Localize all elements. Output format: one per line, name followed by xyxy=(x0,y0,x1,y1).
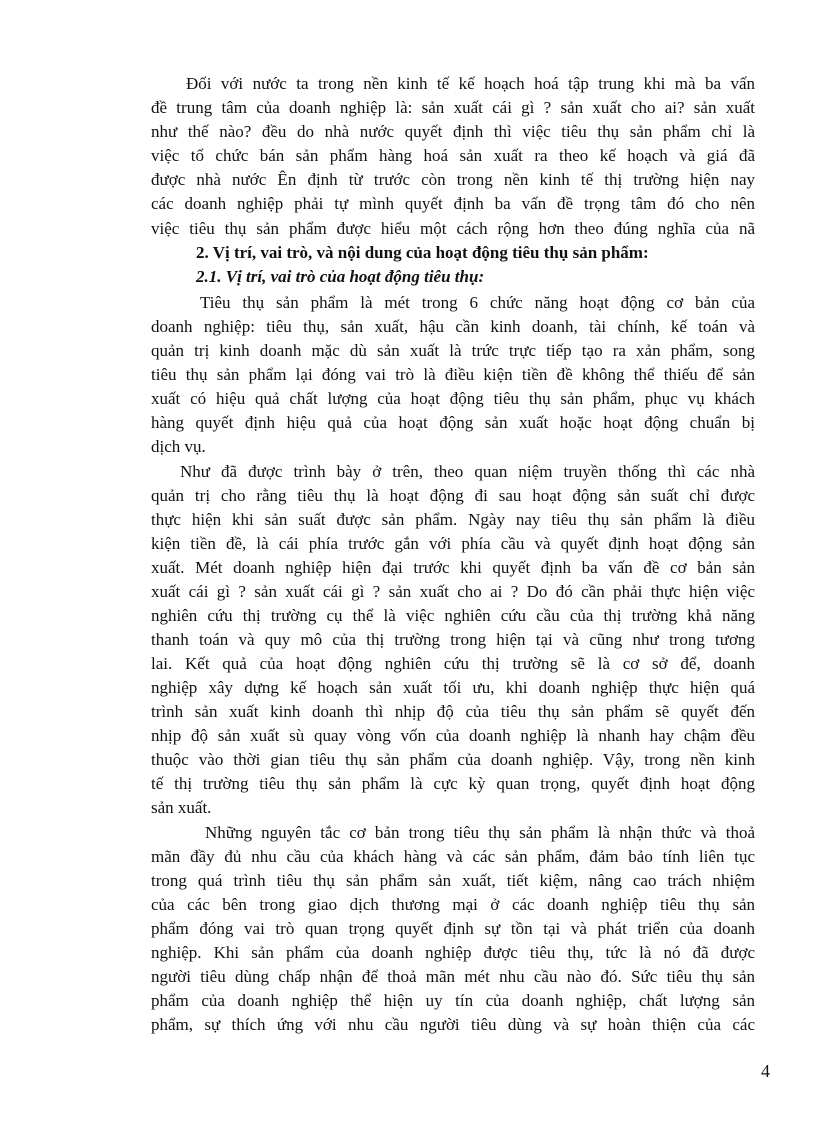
text-line: thực hiện khi sản suất được sản phẩm. Ngày nay tiêu thụ sản phẩm là điều xyxy=(151,510,755,529)
text-line: nhịp độ sản xuất sù quay vòng vốn của doanh nghiệp là nhanh hay chậm đều xyxy=(151,726,755,745)
text-line: nghiệp xây dựng kế hoạch sản xuất tối ưu, khi doanh nghiệp thực hiện quá xyxy=(151,678,755,697)
page-number: 4 xyxy=(761,1061,770,1081)
text-line: các doanh nghiệp phải tự mình quyết định ba vấn đề trọng tâm đó cho nên xyxy=(151,194,755,213)
text-line: như thế nào? đều do nhà nước quyết định thì việc tiêu thụ sản phẩm chỉ là xyxy=(151,122,755,141)
text-line: doanh nghiệp: tiêu thụ, sản xuất, hậu cần kinh doanh, tài chính, kế toán và xyxy=(151,317,755,336)
text-line: người tiêu dùng chấp nhận để thoả mãn mét nhu cầu nào đó. Sức tiêu thụ sản xyxy=(151,967,755,986)
text-line: hàng quyết định hiệu quả của hoạt động sản xuất hoặc hoạt động chuẩn bị xyxy=(151,413,755,432)
text-line: trong quá trình tiêu thụ sản phẩm sản xuất, tiết kiệm, nâng cao trách nhiệm xyxy=(151,871,755,890)
text-line: quản trị cho rằng tiêu thụ là hoạt động đi sau hoạt động sản suất chỉ được xyxy=(151,486,755,505)
text-line: xuất có hiệu quả chất lượng của hoạt động tiêu thụ sản phẩm, phục vụ khách xyxy=(151,389,755,408)
text-line: việc tiêu thụ sản phẩm được hiểu một cách rộng hơn theo đúng nghĩa của nã xyxy=(151,219,755,238)
text-line: phẩm, sự thích ứng với nhu cầu người tiêu dùng và sự hoàn thiện của các xyxy=(151,1015,755,1034)
text-line: nghiên cứu thị trường cụ thể là việc nghiên cứu cầu của thị trường khả năng xyxy=(151,606,755,625)
text-line: Tiêu thụ sản phẩm là mét trong 6 chức năng hoạt động cơ bản của xyxy=(200,293,755,312)
text-line: thuộc vào thời gian tiêu thụ sản phẩm của doanh nghiệp. Vậy, trong nền kinh xyxy=(151,750,755,769)
text-line: sản xuất. xyxy=(151,798,212,817)
text-line: Những nguyên tắc cơ bản trong tiêu thụ sản phẩm là nhận thức và thoả xyxy=(205,823,755,842)
text-line: thanh toán và quy mô của thị trường trong hiện tại và cũng như trong tương xyxy=(151,630,755,649)
text-line: trình sản xuất kinh doanh thì nhịp độ của tiêu thụ sản phẩm sẽ quyết đến xyxy=(151,702,755,721)
text-line: kiện tiền đề, là cái phía trước gắn với phía cầu và quyết định hoạt động sản xyxy=(151,534,755,553)
subsection-heading: 2.1. Vị trí, vai trò của hoạt động tiêu thụ: xyxy=(196,267,485,286)
text-line: Đối với nước ta trong nền kinh tế kế hoạch hoá tập trung khi mà ba vấn xyxy=(186,74,755,93)
text-line: việc tổ chức bán sản phẩm hàng hoá sản xuất ra theo kế hoạch và giá đã xyxy=(151,146,755,165)
text-line: nghiệp. Khi sản phẩm của doanh nghiệp được tiêu thụ, tức là nó đã được xyxy=(151,943,755,962)
text-line: đề trung tâm của doanh nghiệp là: sản xuất cái gì ? sản xuất cho ai? sản xuất xyxy=(151,98,755,117)
text-line: tế thị trường tiêu thụ sản phẩm là cực kỳ quan trọng, quyết định hoạt động xyxy=(151,774,755,793)
text-line: mãn đầy đủ nhu cầu của khách hàng và các sản phẩm, đảm bảo tính liên tục xyxy=(151,847,755,866)
section-heading: 2. Vị trí, vai trò, và nội dung của hoạt động tiêu thụ sản phẩm: xyxy=(196,243,649,262)
text-line: tiêu thụ sản phẩm lại đóng vai trò là điều kiện tiền đề không thể thiếu để sản xyxy=(151,365,755,384)
text-line: xuất. Mét doanh nghiệp hiện đại trước khi quyết định ba vấn đề cơ bản sản xyxy=(151,558,755,577)
text-line: dịch vụ. xyxy=(151,437,206,456)
text-line: Như đã được trình bày ở trên, theo quan niệm truyền thống thì các nhà xyxy=(180,462,755,481)
text-line: của các bên trong giao dịch thương mại ở các doanh nghiệp tiêu thụ sản xyxy=(151,895,755,914)
text-line: phẩm đóng vai trò quan trọng quyết định sự tồn tại và phát triển của doanh xyxy=(151,919,755,938)
text-line: được nhà nước Ên định từ trước còn trong nền kinh tế thị trường hiện nay xyxy=(151,170,755,189)
text-line: xuất cái gì ? sản xuất cái gì ? sản xuất cho ai ? Do đó cần phải thực hiện việc xyxy=(151,582,755,601)
text-line: phẩm của doanh nghiệp thể hiện uy tín của doanh nghiệp, chất lượng sản xyxy=(151,991,755,1010)
text-line: lai. Kết quả của hoạt động nghiên cứu thị trường sẽ là cơ sở để, doanh xyxy=(151,654,755,673)
text-line: quản trị kinh doanh mặc dù sản xuất là trức trực tiếp tạo ra xản phẩm, song xyxy=(151,341,755,360)
